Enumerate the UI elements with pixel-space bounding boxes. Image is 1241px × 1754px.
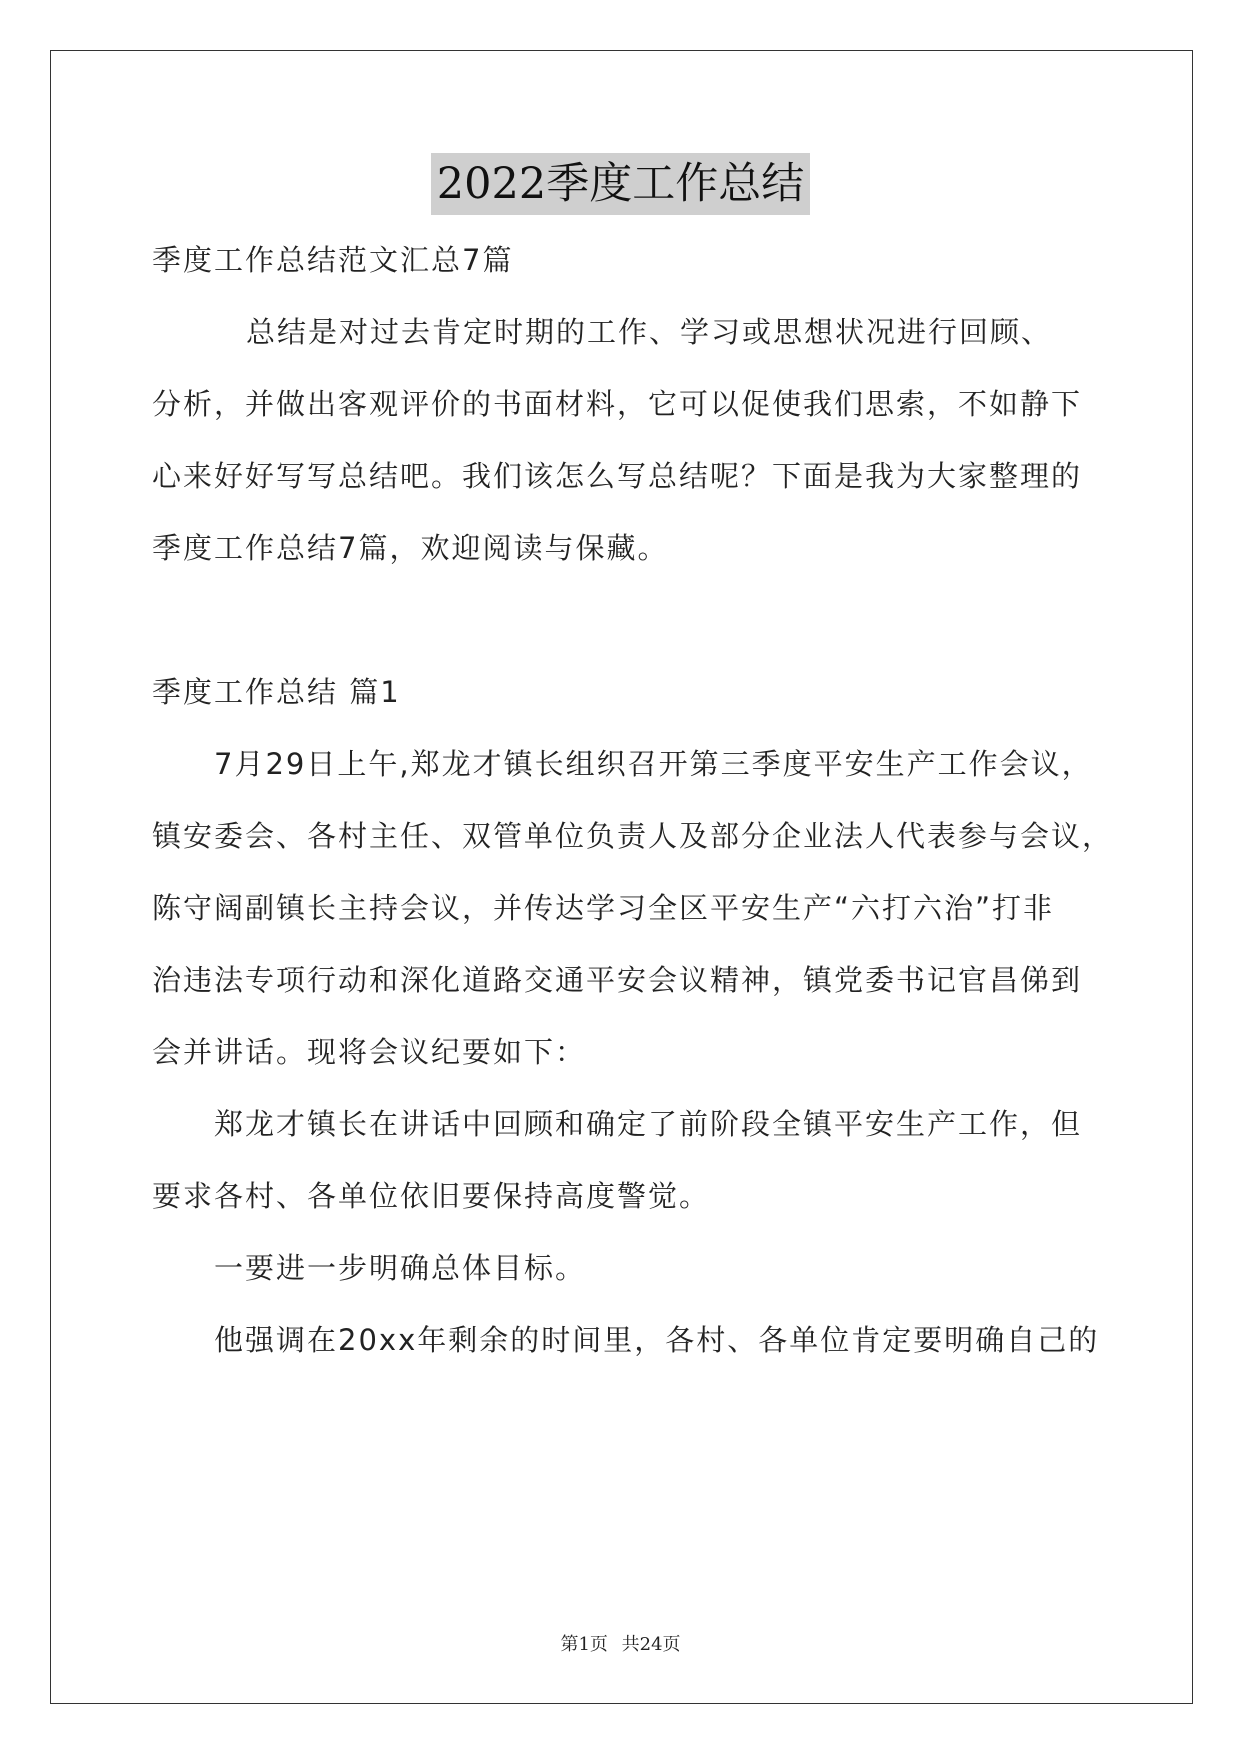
paragraph-line: 总结是对过去肯定时期的工作、学习或思想状况进行回顾、 — [246, 315, 1053, 349]
section-heading: 季度工作总结 篇1 — [152, 675, 401, 709]
paragraph-line: 会并讲话。现将会议纪要如下： — [152, 1035, 587, 1069]
paragraph-line: 陈守阔副镇长主持会议，并传达学习全区平安生产“六打六治”打非 — [152, 891, 1055, 925]
paragraph-line: 季度工作总结7篇，欢迎阅读与保藏。 — [152, 531, 669, 565]
document-title: 2022季度工作总结 — [431, 153, 810, 215]
paragraph-line: 治违法专项行动和深化道路交通平安会议精神，镇党委书记官昌俤到 — [152, 963, 1083, 997]
subtitle-line: 季度工作总结范文汇总7篇 — [152, 243, 514, 277]
paragraph-line: 7月29日上午,郑龙才镇长组织召开第三季度平安生产工作会议， — [214, 747, 1093, 781]
page-footer — [0, 1630, 1241, 1656]
paragraph-line: 要求各村、各单位依旧要保持高度警觉。 — [152, 1179, 711, 1213]
paragraph-line: 镇安委会、各村主任、双管单位负责人及部分企业法人代表参与会议， — [152, 819, 1114, 853]
paragraph-line: 心来好好写写总结吧。我们该怎么写总结呢？下面是我为大家整理的 — [152, 459, 1083, 493]
title-container — [0, 153, 1241, 215]
page-border — [50, 50, 1193, 1704]
page-number: 第1页 — [560, 1634, 608, 1655]
page-total: 共24页 — [621, 1634, 681, 1655]
paragraph-line: 他强调在20xx年剩余的时间里，各村、各单位肯定要明确自己的 — [214, 1323, 1100, 1357]
paragraph-line: 分析，并做出客观评价的书面材料，它可以促使我们思索，不如静下 — [152, 387, 1083, 421]
paragraph-line: 郑龙才镇长在讲话中回顾和确定了前阶段全镇平安生产工作，但 — [214, 1107, 1083, 1141]
paragraph-line: 一要进一步明确总体目标。 — [214, 1251, 587, 1285]
